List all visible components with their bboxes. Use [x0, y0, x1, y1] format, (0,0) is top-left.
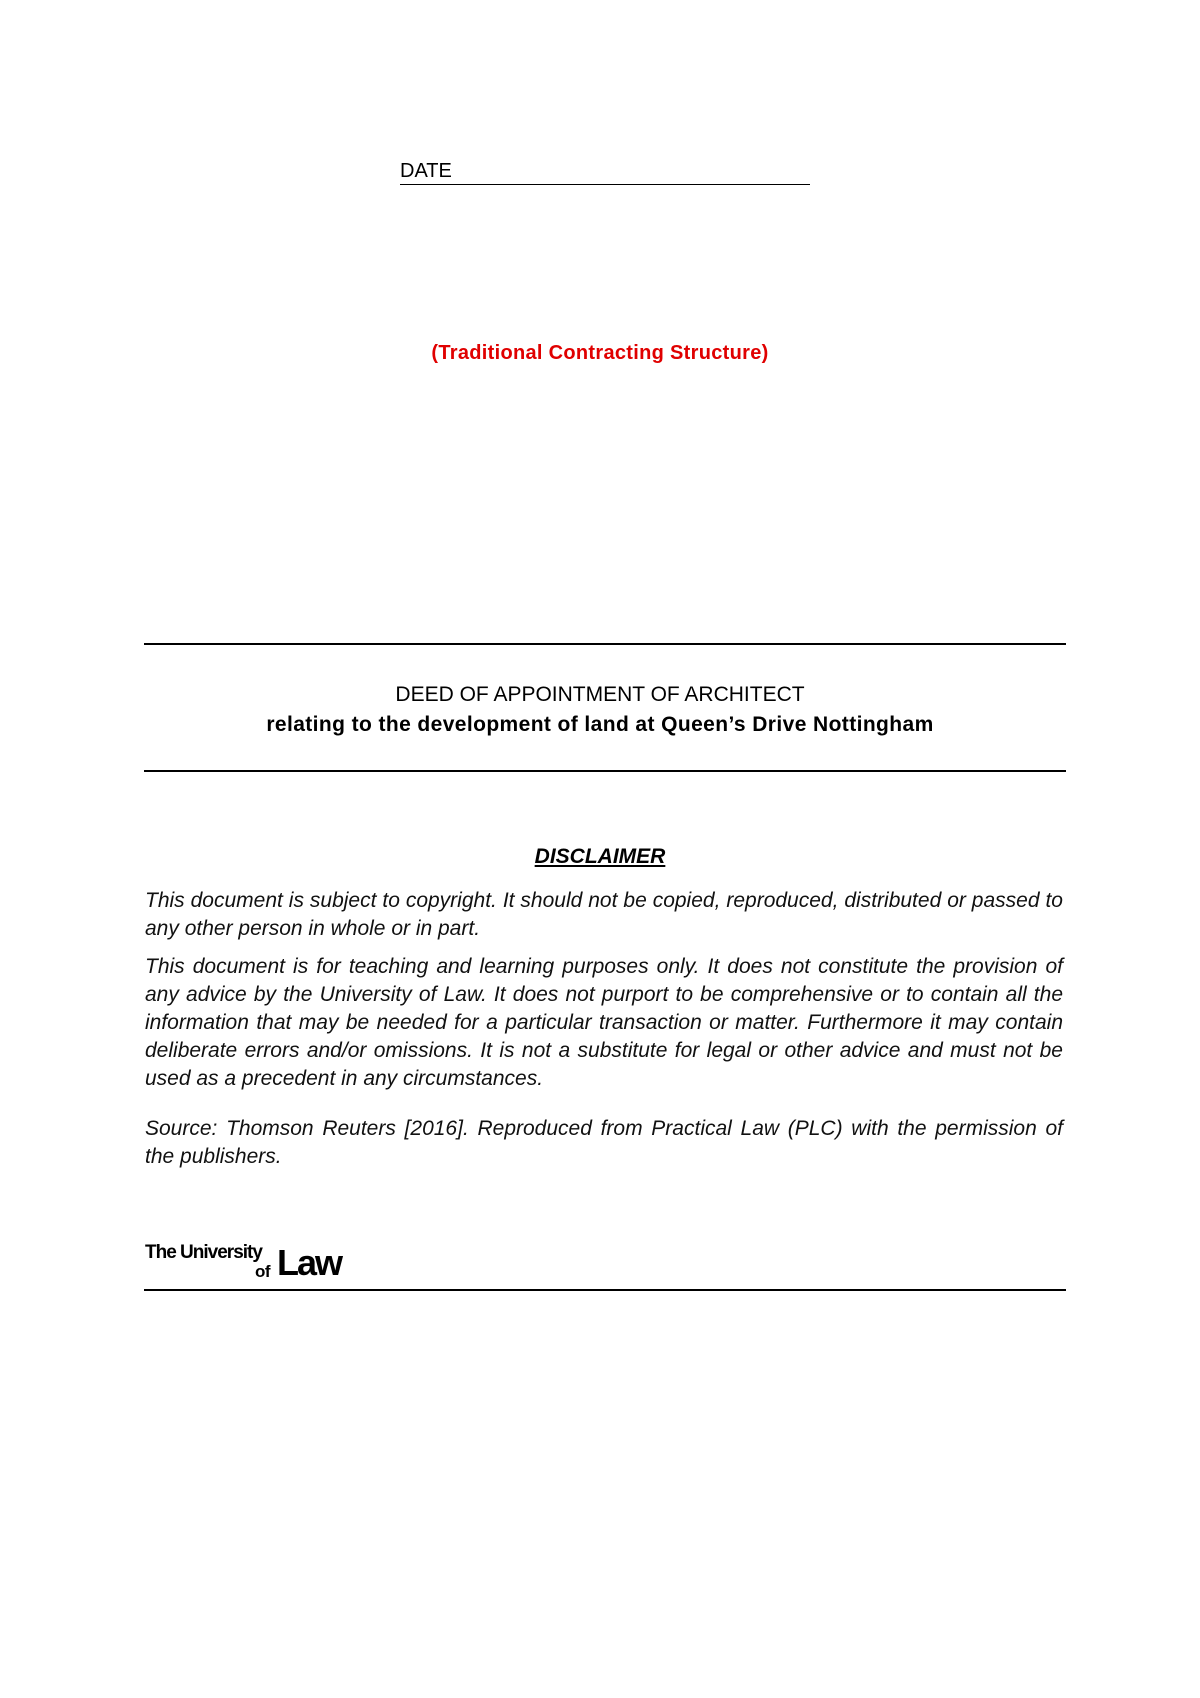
date-field-line: [400, 158, 810, 185]
logo-line-law: Law: [277, 1242, 342, 1283]
logo-line-university: The University: [145, 1242, 262, 1263]
deed-subtitle: relating to the development of land at Queen’s Drive Nottingham: [266, 713, 934, 736]
disclaimer-paragraph-purpose: This document is for teaching and learning purposes only. It does not constitute the provision of any advice by the University of Law. It does not purport to be comprehensive or to contain all the information that may be needed for a particular transaction or matter. Furthermore it may contain deliberate errors and/or omissions. It is not a substitute for legal or other advice and must not be used as a precedent in any circumstances.: [145, 955, 1063, 1090]
disclaimer-body: [145, 887, 1063, 1181]
university-of-law-logo: [145, 1240, 365, 1282]
disclaimer-heading: DISCLAIMER: [534, 845, 666, 868]
date-label: DATE: [400, 160, 452, 182]
top-divider: [144, 643, 1066, 645]
logo-line-of: of: [255, 1262, 271, 1281]
disclaimer-source: Source: Thomson Reuters [2016]. Reproduced from Practical Law (PLC) with the permission of the publishers.: [145, 1117, 1063, 1168]
structure-note: (Traditional Contracting Structure): [431, 342, 769, 364]
disclaimer-paragraph-copyright: This document is subject to copyright. It should not be copied, reproduced, distributed or passed to any other person in whole or in part.: [145, 889, 1063, 940]
bottom-divider: [144, 1289, 1066, 1291]
deed-title: DEED OF APPOINTMENT OF ARCHITECT: [395, 683, 805, 706]
middle-divider: [144, 770, 1066, 772]
